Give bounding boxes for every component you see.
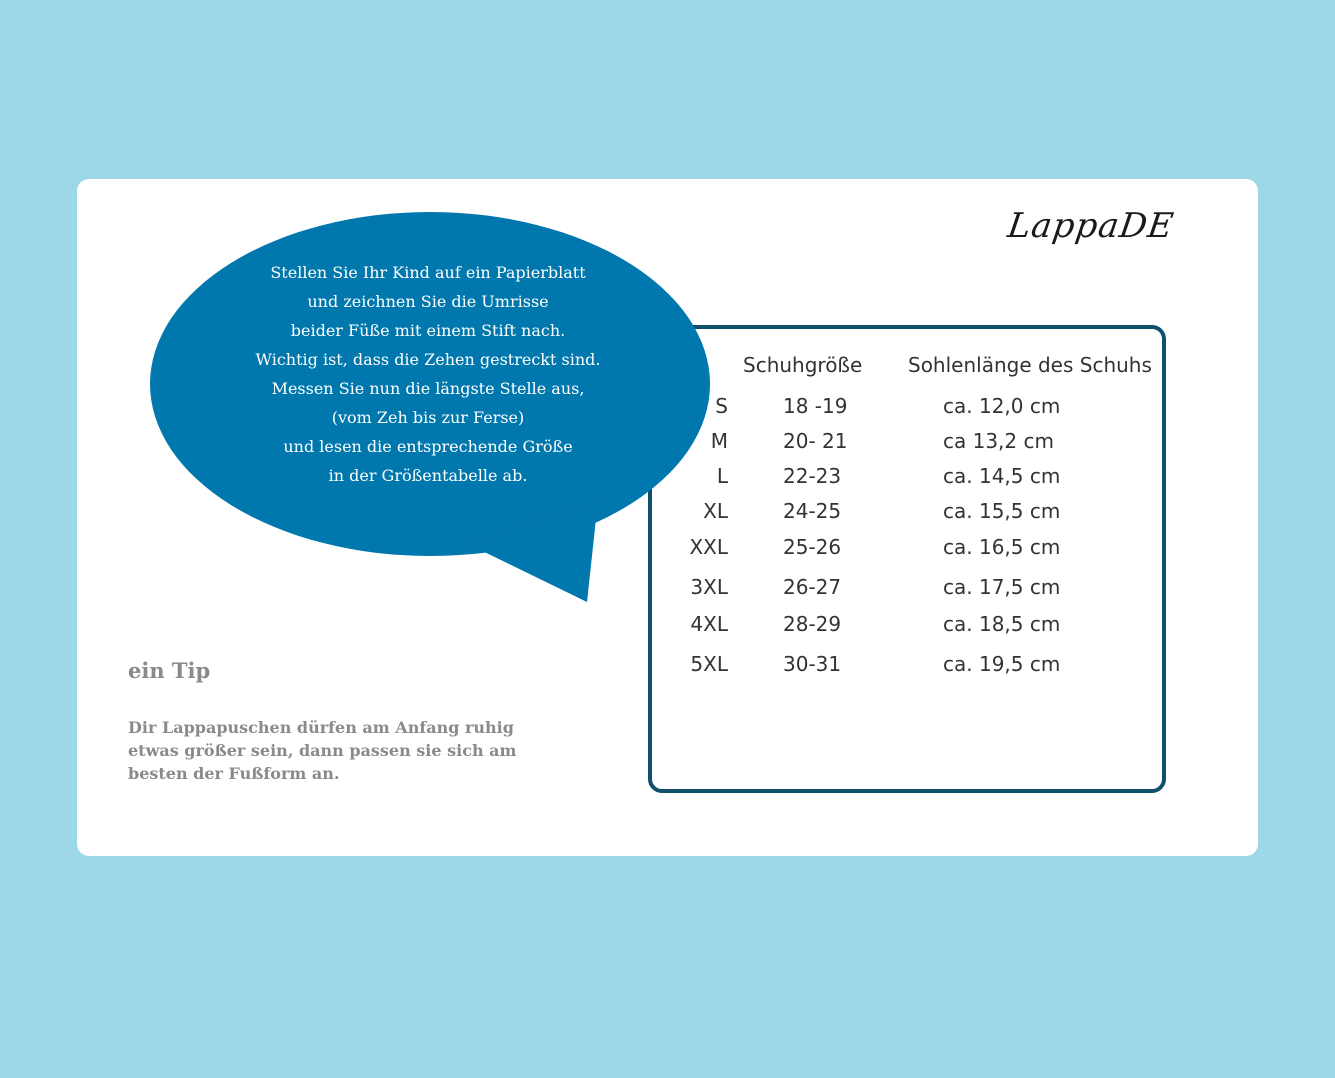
bubble-line: beider Füße mit einem Stift nach. bbox=[290, 321, 566, 340]
size-code: 3XL bbox=[690, 575, 728, 599]
size-range: 30-31 bbox=[783, 652, 842, 676]
size-range: 22-23 bbox=[783, 464, 842, 488]
size-code: XL bbox=[703, 499, 728, 523]
tip-line: besten der Fußform an. bbox=[128, 764, 340, 783]
bubble-line: Stellen Sie Ihr Kind auf ein Papierblatt bbox=[270, 263, 586, 282]
tip-text bbox=[128, 716, 548, 785]
tip-line: Dir Lappapuschen dürfen am Anfang ruhig bbox=[128, 718, 514, 737]
bubble-line: (vom Zeh bis zur Ferse) bbox=[331, 408, 525, 427]
sole-length: ca. 18,5 cm bbox=[943, 612, 1061, 636]
bubble-line: in der Größentabelle ab. bbox=[328, 466, 528, 485]
tip-line: etwas größer sein, dann passen sie sich am bbox=[128, 741, 517, 760]
bubble-line: und zeichnen Sie die Umrisse bbox=[307, 292, 549, 311]
size-range: 28-29 bbox=[783, 612, 842, 636]
size-code: 5XL bbox=[690, 652, 728, 676]
size-range: 25-26 bbox=[783, 535, 842, 559]
size-range: 26-27 bbox=[783, 575, 842, 599]
size-code: 4XL bbox=[690, 612, 728, 636]
bubble-line: und lesen die entsprechende Größe bbox=[283, 437, 573, 456]
size-code: M bbox=[710, 429, 728, 453]
size-code: L bbox=[716, 464, 728, 488]
sole-length: ca. 19,5 cm bbox=[943, 652, 1061, 676]
brand-logo: LappaDE bbox=[1005, 206, 1177, 246]
sole-length: ca 13,2 cm bbox=[943, 429, 1054, 453]
bubble-instructions bbox=[198, 262, 658, 494]
header-shoe-size: Schuhgröße bbox=[743, 353, 863, 377]
size-range: 24-25 bbox=[783, 499, 842, 523]
sole-length: ca. 12,0 cm bbox=[943, 394, 1061, 418]
bubble-line: Messen Sie nun die längste Stelle aus, bbox=[271, 379, 585, 398]
sole-length: ca. 17,5 cm bbox=[943, 575, 1061, 599]
sole-length: ca. 14,5 cm bbox=[943, 464, 1061, 488]
size-range: 20- 21 bbox=[783, 429, 848, 453]
header-sole-length: Sohlenlänge des Schuhs bbox=[908, 353, 1152, 377]
sole-length: ca. 15,5 cm bbox=[943, 499, 1061, 523]
tip-title: ein Tip bbox=[128, 658, 211, 683]
size-code: S bbox=[715, 394, 728, 418]
size-range: 18 -19 bbox=[783, 394, 848, 418]
size-code: XXL bbox=[689, 535, 728, 559]
sole-length: ca. 16,5 cm bbox=[943, 535, 1061, 559]
bubble-line: Wichtig ist, dass die Zehen gestreckt sind. bbox=[255, 350, 601, 369]
